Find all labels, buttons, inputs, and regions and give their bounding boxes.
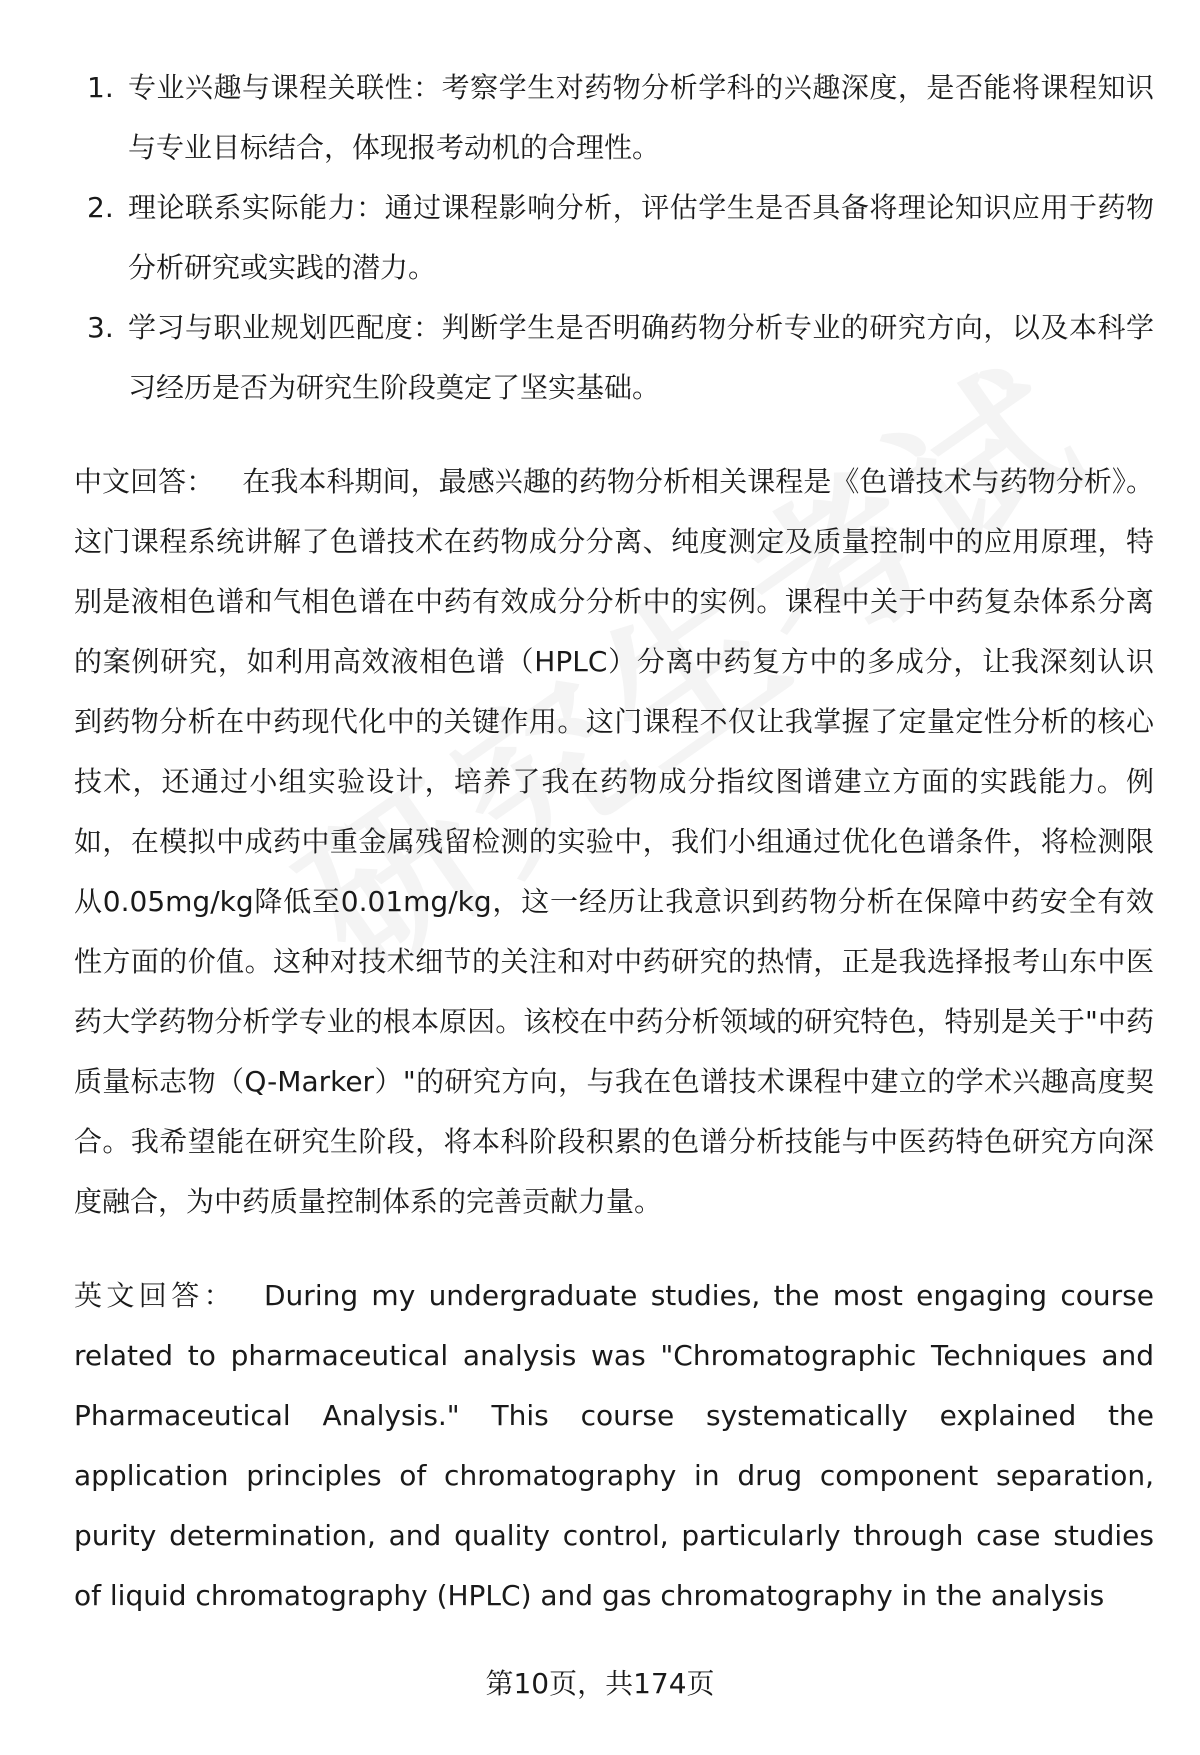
chinese-answer-label: 中文回答： xyxy=(74,465,215,498)
list-item xyxy=(74,298,1154,418)
chinese-answer-text: 在我本科期间，最感兴趣的药物分析相关课程是《色谱技术与药物分析》。这门课程系统讲解了色谱技术在药物成分分离、纯度测定及质量控制中的应用原理，特别是液相色谱和气相色谱在中药有效成分分析中的实例。课程中关于中药复杂体系分离的案例研究，如利用高效液相色谱（HPLC）分离中药复方中的多成分，让我深刻认识到药物分析在中药现代化中的关键作用。这门课程不仅让我掌握了定量定性分析的核心技术，还通过小组实验设计，培养了我在药物成分指纹图谱建立方面的实践能力。例如，在模拟中成药中重金属残留检测的实验中，我们小组通过优化色谱条件，将检测限从0.05mg/kg降低至0.01mg/kg，这一经历让我意识到药物分析在保障中药安全有效性方面的价值。这种对技术细节的关注和对中药研究的热情，正是我选择报考山东中医药大学药物分析学专业的根本原因。该校在中药分析领域的研究特色，特别是关于"中药质量标志物（Q-Marker）"的研究方向，与我在色谱技术课程中建立的学术兴趣高度契合。我希望能在研究生阶段，将本科阶段积累的色谱分析技能与中医药特色研究方向深度融合，为中药质量控制体系的完善贡献力量。 xyxy=(74,465,1154,1218)
list-item-number: 3. xyxy=(87,311,114,344)
english-answer-text: During my undergraduate studies, the most engaging course related to pharmaceutical analysis was "Chromatographic Techniques and Pharmaceutical Analysis." This course systematically explained the application principles of chromatography in drug component separation, purity determination, and quality control, particularly through case studies of liquid chromatography (HPLC) and gas chromatography in the analysis xyxy=(74,1279,1154,1612)
list-item-text: 学习与职业规划匹配度：判断学生是否明确药物分析专业的研究方向，以及本科学习经历是否为研究生阶段奠定了坚实基础。 xyxy=(128,311,1154,404)
english-answer-label: 英文回答： xyxy=(74,1279,236,1312)
list-item-number: 2. xyxy=(87,191,114,224)
english-answer-paragraph xyxy=(74,1266,1154,1626)
list-item xyxy=(74,178,1154,298)
page-content xyxy=(74,58,1154,1626)
list-item-text: 专业兴趣与课程关联性：考察学生对药物分析学科的兴趣深度，是否能将课程知识与专业目标结合，体现报考动机的合理性。 xyxy=(128,71,1154,164)
chinese-answer-paragraph xyxy=(74,452,1154,1232)
list-item-number: 1. xyxy=(87,71,114,104)
page-number-footer: 第10页，共174页 xyxy=(485,1667,715,1700)
list-item-text: 理论联系实际能力：通过课程影响分析，评估学生是否具备将理论知识应用于药物分析研究或实践的潜力。 xyxy=(128,191,1154,284)
list-item xyxy=(74,58,1154,178)
evaluation-criteria-list xyxy=(74,58,1154,418)
